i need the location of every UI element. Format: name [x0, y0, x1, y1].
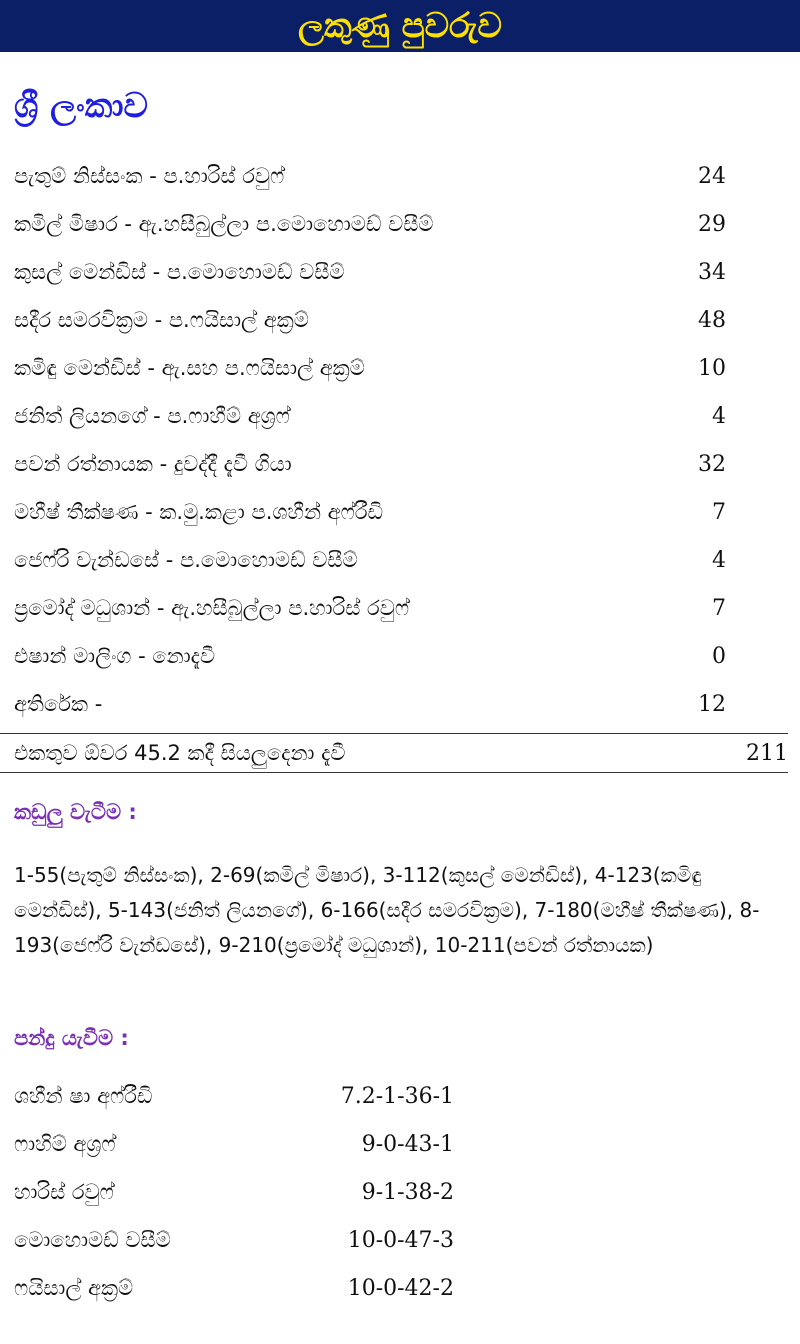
batsman-dismissal: පැතුම් නිස්සංක - ප.හාරිස් රවුෆ්: [14, 163, 285, 188]
extras-runs: 12: [698, 691, 726, 717]
batsman-dismissal: පවන් රත්නායක - දුවද්දී දැවී ගියා: [14, 451, 292, 476]
batting-row: [14, 440, 726, 488]
batting-row: [14, 536, 726, 584]
bowling-row: [14, 1072, 454, 1120]
page-title: ලකුණු පුවරුව: [298, 6, 502, 46]
bowling-row: [14, 1120, 454, 1168]
batting-row: [14, 248, 726, 296]
batting-row: [14, 200, 726, 248]
bowler-figures: 10-0-47-3: [347, 1227, 454, 1253]
fall-of-wickets-text: 1-55(පැතුම් නිස්සංක), 2-69(කමිල් මිෂාර), 3-112(කුසල් මෙන්ඩිස්), 4-123(කමිඳු මෙන්ඩිස්), 5-143(ජනිත් ලියනගේ), 6-166(සදීර සමරවික්‍රම), 7-180(මහීෂ් තීක්ෂණ), 8-193(ජෙෆ්රි වැන්ඩසේ), 9-210(ප්‍රමෝද් මධුශාන්), 10-211(පවන් රත්නායක): [14, 863, 760, 957]
batsman-runs: 7: [712, 499, 726, 525]
bowler-name: ෆාහිම් අශ්‍රෆ්: [14, 1131, 116, 1156]
batsman-dismissal: සදීර සමරවික්‍රම - ප.ෆයිසාල් අක්‍රම්: [14, 307, 309, 332]
batsman-runs: 7: [712, 595, 726, 621]
batting-list: [14, 152, 726, 728]
batsman-dismissal: ජනිත් ලියනගේ - ප.ෆාහීම් අශ්‍රෆ්: [14, 403, 290, 428]
batsman-runs: 10: [698, 355, 726, 381]
batsman-dismissal: ජෙෆ්රි වැන්ඩසේ - ප.මොහොමඩ් වසීම්: [14, 547, 358, 572]
batting-row: [14, 296, 726, 344]
extras-row: [14, 680, 726, 728]
bowling-list: [14, 1072, 454, 1312]
batting-row: [14, 152, 726, 200]
bowler-name: ෆයිසාල් අක්‍රම්: [14, 1275, 134, 1300]
bowler-figures: 9-1-38-2: [361, 1179, 454, 1205]
bowler-name: මොහොමඩ් වසීම්: [14, 1227, 171, 1252]
batsman-runs: 32: [698, 451, 726, 477]
batsman-runs: 29: [698, 211, 726, 237]
bowler-name: ශහීන් ෂා අෆ්රීඩි: [14, 1083, 153, 1108]
batsman-runs: 48: [698, 307, 726, 333]
bowler-figures: 7.2-1-36-1: [340, 1083, 454, 1109]
batsman-dismissal: කමිල් මිෂාර - ඇ.හසීබුල්ලා ප.මොහොමඩ් වසීම්: [14, 211, 434, 236]
batting-row: [14, 584, 726, 632]
batsman-dismissal: එෂාන් මාලිංග - නොදැවී: [14, 643, 216, 668]
team-name: ශ්‍රී ලංකාව: [14, 86, 148, 126]
bowling-row: [14, 1264, 454, 1312]
extras-label: අතිරේක -: [14, 691, 103, 716]
batsman-dismissal: කමිඳු මෙන්ඩිස් - ඇ.සහ ප.ෆයිසාල් අක්‍රම්: [14, 355, 365, 380]
bowling-row: [14, 1216, 454, 1264]
fall-of-wickets-heading: කඩුලු වැටීම :: [14, 800, 137, 824]
bowler-figures: 10-0-42-2: [347, 1275, 454, 1301]
batsman-runs: 24: [698, 163, 726, 189]
batsman-dismissal: මහීෂ් තීක්ෂණ - ක.මු.කළා ප.ශහීන් අෆ්රීඩි: [14, 499, 384, 524]
total-label: එකතුව ඕවර 45.2 කදී සියලුදෙනා දැවී: [14, 740, 346, 765]
bowler-name: හාරිස් රවුෆ්: [14, 1179, 114, 1204]
batsman-runs: 34: [698, 259, 726, 285]
total-row: [0, 733, 788, 773]
bowler-figures: 9-0-43-1: [361, 1131, 454, 1157]
batsman-runs: 0: [712, 643, 726, 669]
bowling-row: [14, 1168, 454, 1216]
batsman-dismissal: ප්‍රමෝද් මධුශාන් - ඇ.හසීබුල්ලා ප.හාරිස් රවුෆ්: [14, 595, 410, 620]
batting-row: [14, 632, 726, 680]
batsman-dismissal: කුසල් මෙන්ඩිස් - ප.මොහොමඩ් වසීම්: [14, 259, 345, 284]
batsman-runs: 4: [712, 547, 726, 573]
total-runs: 211: [746, 740, 788, 766]
batting-row: [14, 488, 726, 536]
header-bar: [0, 0, 800, 52]
bowling-heading: පන්දු යැවීම :: [14, 1026, 129, 1050]
batsman-runs: 4: [712, 403, 726, 429]
batting-row: [14, 344, 726, 392]
batting-row: [14, 392, 726, 440]
